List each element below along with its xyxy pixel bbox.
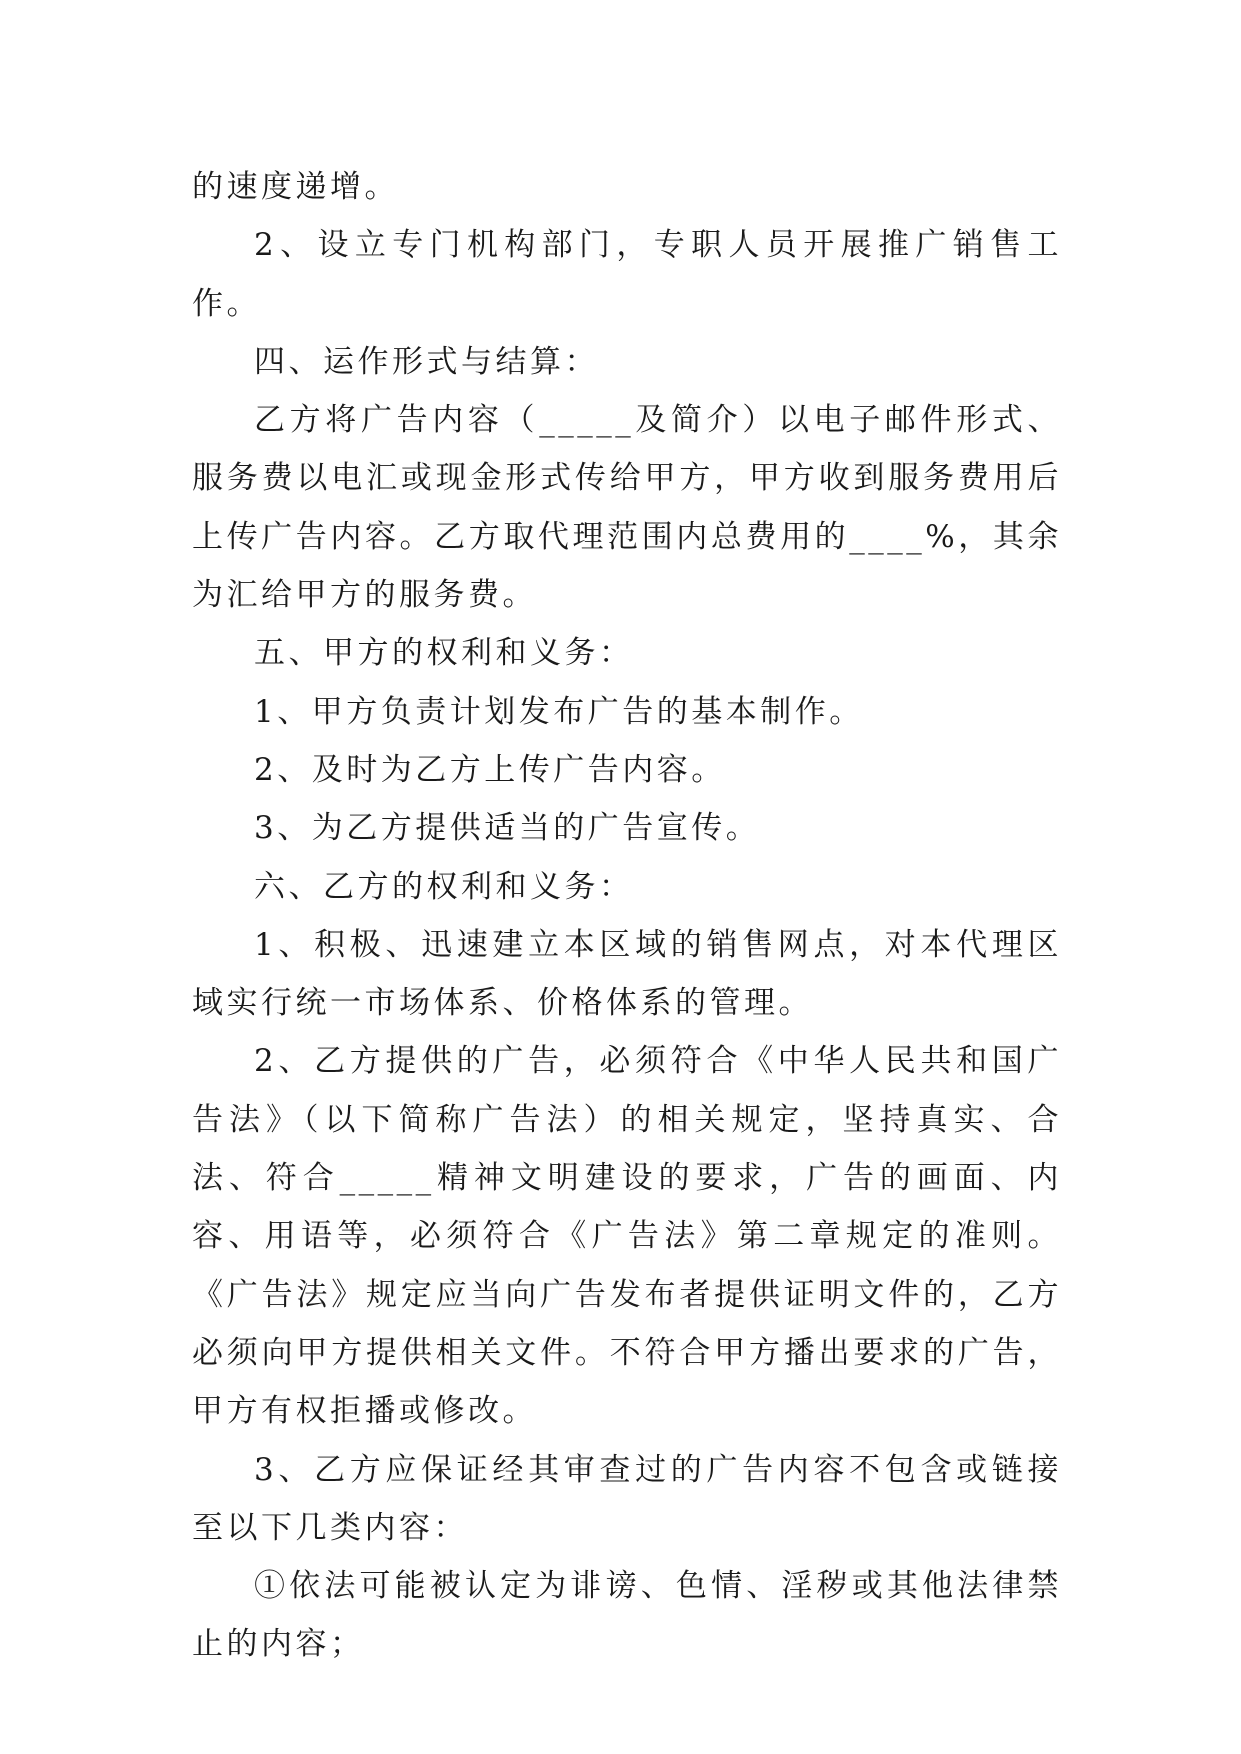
paragraph-settlement: 乙方将广告内容（_____及简介）以电子邮件形式、服务费以电汇或现金形式传给甲方，甲方收到服务费用后上传广告内容。乙方取代理范围内总费用的____%，其余为汇给甲方的服务费。 bbox=[192, 402, 1062, 614]
party-b-item-2: 2、乙方提供的广告，必须符合《中华人民共和国广告法》（以下简称广告法）的相关规定，坚持真实、合法、符合_____精神文明建设的要求，广告的画面、内容、用语等，必须符合《广告法》第二章规定的准则。《广告法》规定应当向广告发布者提供证明文件的，乙方必须向甲方提供相关文件。不符合甲方播出要求的广告，甲方有权拒播或修改。 bbox=[192, 1043, 1062, 1430]
section-heading-5: 五、甲方的权利和义务： bbox=[254, 635, 634, 672]
section-heading-6: 六、乙方的权利和义务： bbox=[254, 868, 634, 905]
paragraph-2: 2、设立专门机构部门，专职人员开展推广销售工作。 bbox=[192, 227, 1062, 322]
section-heading-4: 四、运作形式与结算： bbox=[254, 343, 599, 380]
party-a-item-1: 1、甲方负责计划发布广告的基本制作。 bbox=[254, 693, 864, 730]
party-a-item-2: 2、及时为乙方上传广告内容。 bbox=[254, 751, 726, 788]
document-body bbox=[192, 158, 1062, 1674]
party-a-item-3: 3、为乙方提供适当的广告宣传。 bbox=[254, 810, 761, 847]
party-b-item-3: 3、乙方应保证经其审查过的广告内容不包含或链接至以下几类内容： bbox=[192, 1451, 1062, 1546]
party-b-item-1: 1、积极、迅速建立本区域的销售网点，对本代理区域实行统一市场体系、价格体系的管理。 bbox=[192, 926, 1062, 1022]
party-b-subitem-1: ①依法可能被认定为诽谤、色情、淫秽或其他法律禁止的内容； bbox=[192, 1568, 1062, 1663]
paragraph-1: 的速度递增。 bbox=[192, 169, 399, 205]
